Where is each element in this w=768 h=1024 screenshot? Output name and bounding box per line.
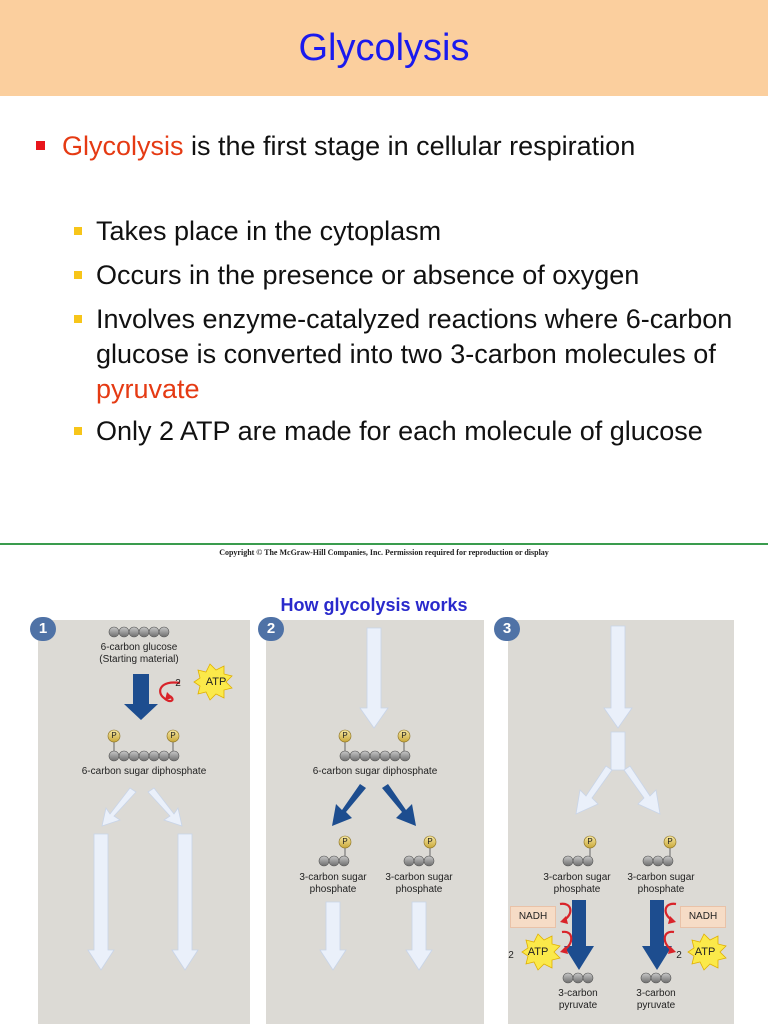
diphosphate-label: 6-carbon sugar diphosphate (312, 766, 438, 777)
nadh-box-right: NADH (680, 906, 726, 928)
yellow-bullet-marker (74, 271, 82, 279)
pyruvate-left (563, 973, 593, 983)
figure-title: How glycolysis works (280, 595, 468, 615)
diphosphate-molecule (340, 751, 410, 761)
light-down-arrow-top (604, 626, 632, 728)
sugar-phosphate-left-label: 3-carbon sugar phosphate (299, 872, 367, 895)
light-down-arrow-left (320, 902, 346, 970)
slide-title: Glycolysis (298, 27, 470, 69)
atp-label: ATP (694, 946, 716, 958)
light-down-arrow-left (88, 834, 114, 970)
light-branch-right (624, 766, 660, 814)
light-branch-right (148, 788, 182, 826)
dark-branch-left (332, 784, 366, 826)
red-bullet-marker (36, 141, 45, 150)
phosphate-label: P (427, 837, 433, 846)
phosphate-label: P (111, 731, 117, 740)
sugar-phosphate-right-label: 3-carbon sugar phosphate (385, 872, 453, 895)
pyruvate-right-label: 3-carbon pyruvate (636, 988, 676, 1011)
sugar-phosphate-left (319, 856, 349, 866)
pyruvate-highlight: pyruvate (96, 374, 200, 404)
light-branch-stem (611, 732, 625, 770)
glycolysis-highlight: Glycolysis (62, 131, 184, 161)
atp-label: ATP (205, 676, 227, 688)
diphosphate-label: 6-carbon sugar diphosphate (81, 766, 207, 777)
atp-count-label: 2 (676, 950, 682, 961)
sugar-phosphate-right (404, 856, 434, 866)
phosphate-label: P (342, 731, 348, 740)
step-2-badge: 2 (258, 617, 284, 641)
phosphate-label: P (170, 731, 176, 740)
sugar-phosphate-right-label: 3-carbon sugar phosphate (627, 872, 695, 895)
pyruvate-left-label: 3-carbon pyruvate (558, 988, 598, 1011)
diphosphate-molecule (109, 751, 179, 761)
phosphate-label: P (667, 837, 673, 846)
dark-down-arrow-right (642, 900, 672, 970)
light-down-arrow-top (360, 628, 388, 728)
glucose-molecule (109, 627, 169, 637)
copyright-notice: Copyright © The McGraw-Hill Companies, Inc. Permission required for reproduction or display (219, 548, 549, 557)
panel-2-diagram (266, 620, 484, 1024)
nadh-box-left: NADH (510, 906, 556, 928)
yellow-bullet-marker (74, 315, 82, 323)
panel-step-1 (38, 620, 250, 1024)
sugar-phosphate-right (643, 856, 673, 866)
light-branch-left (102, 788, 136, 826)
step-1-badge: 1 (30, 617, 56, 641)
main-bullet-text: is the first stage in cellular respiration (183, 131, 636, 161)
sugar-phosphate-left-label: 3-carbon sugar phosphate (543, 872, 611, 895)
panel-step-3 (502, 620, 734, 1024)
divider-line (0, 543, 768, 545)
sub-bullet-3-text: Involves enzyme-catalyzed reactions where 6-carbon glucose is converted into two 3-carbon molecules of (96, 304, 733, 369)
phosphate-label: P (587, 837, 593, 846)
light-branch-left (576, 766, 612, 814)
dark-branch-right (382, 784, 416, 826)
panel-step-2 (266, 620, 484, 1024)
atp-label: ATP (527, 946, 549, 958)
yellow-bullet-marker (74, 427, 82, 435)
light-down-arrow-right (172, 834, 198, 970)
glucose-label: 6-carbon glucose (100, 642, 178, 653)
pyruvate-right (641, 973, 671, 983)
step-3-badge: 3 (494, 617, 520, 641)
yellow-bullet-marker (74, 227, 82, 235)
phosphate-label: P (401, 731, 407, 740)
dark-down-arrow (124, 674, 158, 720)
starting-material-label: (Starting material) (99, 654, 179, 665)
phosphate-label: P (342, 837, 348, 846)
atp-count-label: 2 (508, 950, 514, 961)
light-down-arrow-right (406, 902, 432, 970)
panel-3-diagram (508, 620, 734, 1024)
sugar-phosphate-left (563, 856, 593, 866)
dark-down-arrow-left (564, 900, 594, 970)
atp-count-label: 2 (175, 678, 181, 689)
